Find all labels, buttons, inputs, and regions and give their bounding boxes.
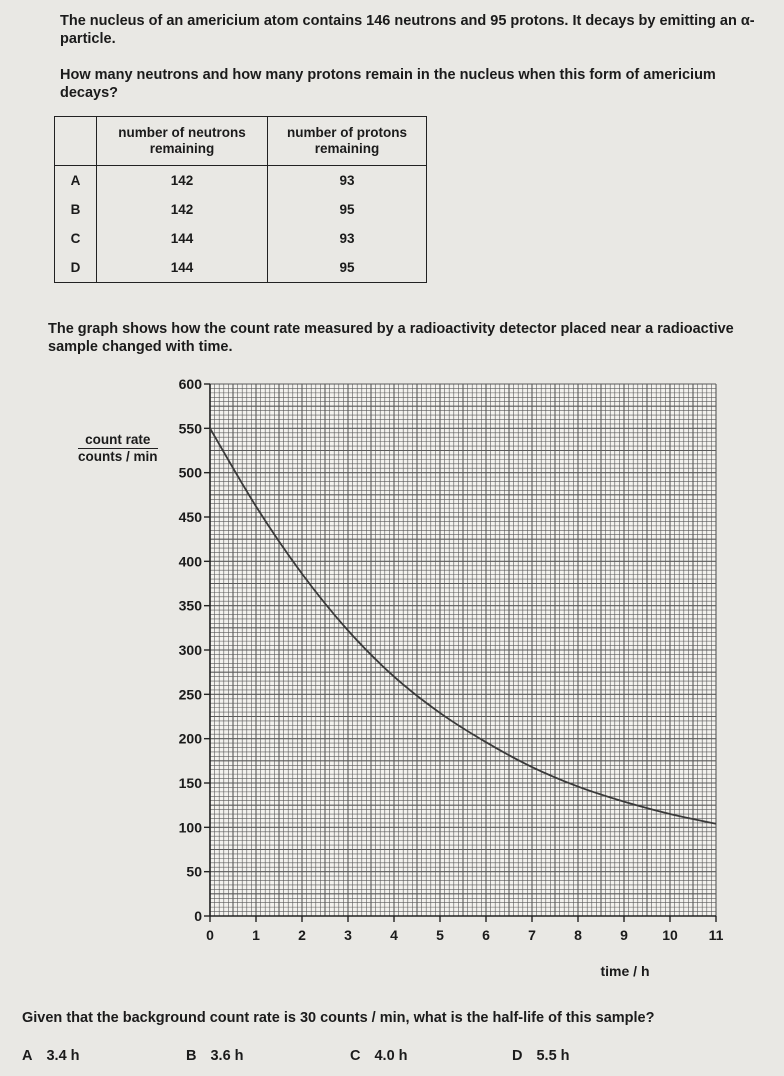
- x-tick-label: 8: [574, 927, 582, 943]
- row-letter: C: [55, 224, 97, 253]
- graph-intro: The graph shows how the count rate measured by a radioactivity detector placed near a radioactive sample changed with time.: [48, 321, 734, 355]
- y-tick-label: 450: [178, 509, 202, 525]
- y-axis-label-quantity: count rate: [78, 432, 158, 449]
- y-tick-label: 200: [178, 730, 202, 747]
- row-protons: 95: [268, 195, 427, 224]
- x-tick-label: 1: [252, 927, 260, 943]
- y-tick-label: 100: [178, 819, 202, 836]
- x-tick-label: 10: [662, 927, 678, 943]
- row-neutrons: 144: [97, 253, 268, 283]
- y-axis-label-unit: counts / min: [78, 449, 158, 464]
- question1-ask: How many neutrons and how many protons remain in the nucleus when this form of americium decays?: [60, 67, 716, 101]
- x-tick-label: 7: [528, 927, 536, 943]
- y-tick-label: 600: [178, 376, 202, 392]
- question1-intro: The nucleus of an americium atom contains 146 neutrons and 95 protons. It decays by emitting an α-particle.: [60, 13, 755, 47]
- row-protons: 93: [268, 166, 427, 196]
- x-tick-label: 3: [344, 927, 352, 943]
- row-letter: A: [55, 166, 97, 196]
- x-tick-label: 11: [708, 927, 724, 943]
- y-tick-label: 300: [178, 642, 202, 658]
- x-axis-label: time / h: [600, 963, 650, 979]
- table-header-protons: number of protons remaining: [268, 117, 427, 166]
- x-tick-label: 5: [436, 927, 444, 943]
- x-tick-label: 9: [620, 927, 628, 943]
- y-tick-label: 0: [194, 908, 202, 924]
- question2-text: Given that the background count rate is 30 counts / min, what is the half-life of this sample?: [22, 1010, 655, 1026]
- answer-option-a[interactable]: [22, 1048, 80, 1064]
- answer-letter: B: [186, 1048, 197, 1064]
- row-protons: 93: [268, 224, 427, 253]
- row-neutrons: 144: [97, 224, 268, 253]
- y-tick-label: 150: [178, 775, 202, 791]
- x-tick-label: 6: [482, 927, 490, 943]
- y-tick-label: 50: [186, 863, 202, 880]
- answer-value: 3.4 h: [46, 1048, 80, 1064]
- row-protons: 95: [268, 253, 427, 283]
- answer-letter: C: [350, 1048, 361, 1064]
- y-tick-label: 550: [178, 420, 202, 437]
- answer-option-b[interactable]: [186, 1048, 244, 1064]
- y-tick-label: 400: [178, 553, 202, 570]
- table-header-neutrons: number of neutrons remaining: [97, 117, 268, 166]
- answer-letter: A: [22, 1048, 33, 1064]
- row-neutrons: 142: [97, 195, 268, 224]
- answer-value: 4.0 h: [374, 1048, 408, 1064]
- answer-value: 5.5 h: [536, 1048, 570, 1064]
- y-tick-label: 500: [178, 464, 202, 481]
- y-tick-label: 350: [178, 597, 202, 614]
- x-tick-label: 4: [390, 927, 398, 943]
- answer-option-d[interactable]: [512, 1048, 570, 1064]
- y-tick-label: 250: [178, 686, 202, 703]
- x-tick-label: 2: [298, 927, 306, 943]
- row-neutrons: 142: [97, 166, 268, 196]
- row-letter: B: [55, 195, 97, 224]
- answer-option-c[interactable]: [350, 1048, 408, 1064]
- x-tick-label: 0: [206, 927, 214, 943]
- answer-letter: D: [512, 1048, 523, 1064]
- answer-value: 3.6 h: [210, 1048, 244, 1064]
- row-letter: D: [55, 253, 97, 283]
